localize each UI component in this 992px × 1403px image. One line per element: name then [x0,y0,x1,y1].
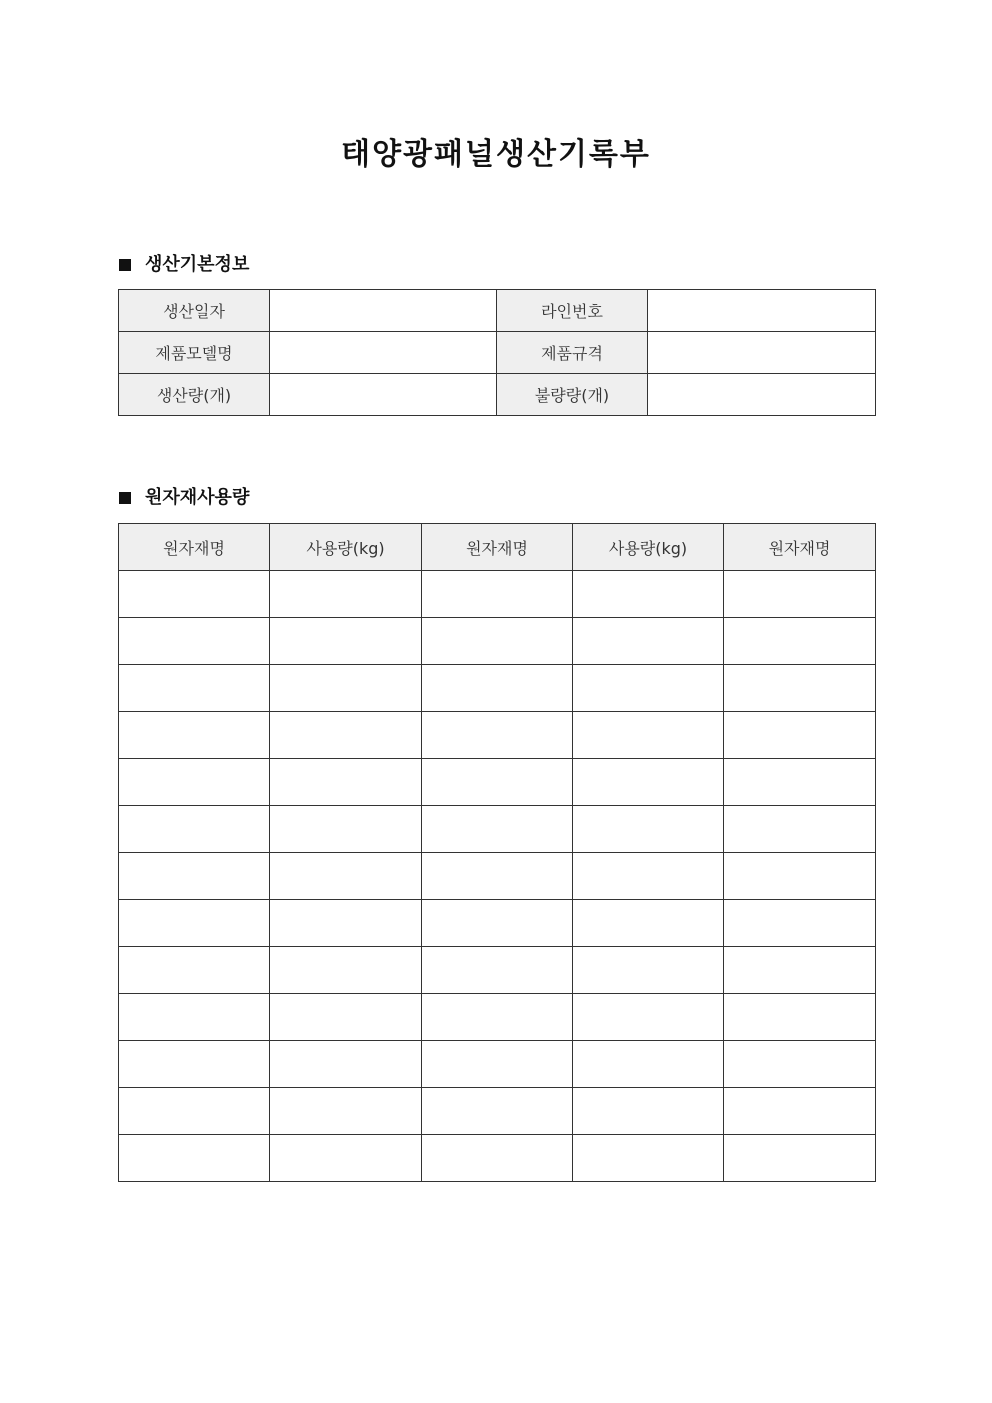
table-cell[interactable] [724,947,876,994]
field-value[interactable] [648,290,876,332]
table-cell[interactable] [119,1041,270,1088]
table-cell[interactable] [724,900,876,947]
table-cell[interactable] [119,900,270,947]
table-cell[interactable] [573,900,724,947]
table-cell[interactable] [573,712,724,759]
table-cell[interactable] [724,1041,876,1088]
table-row [119,571,876,618]
field-value[interactable] [648,374,876,416]
table-cell[interactable] [422,712,573,759]
table-cell[interactable] [573,947,724,994]
table-cell[interactable] [119,759,270,806]
page-title: 태양광패널생산기록부 [341,137,651,172]
table-cell[interactable] [724,853,876,900]
table-cell[interactable] [270,947,422,994]
field-value[interactable] [270,332,497,374]
table-cell[interactable] [422,618,573,665]
table-cell[interactable] [422,759,573,806]
square-bullet-icon [119,492,131,504]
table-cell[interactable] [724,665,876,712]
table-cell[interactable] [422,1088,573,1135]
field-label: 제품규격 [497,332,648,374]
square-bullet-icon [119,259,131,271]
table-cell[interactable] [422,806,573,853]
table-cell[interactable] [422,1041,573,1088]
field-label: 제품모델명 [119,332,270,374]
table-cell[interactable] [270,665,422,712]
table-cell[interactable] [573,853,724,900]
table-cell[interactable] [724,712,876,759]
table-cell[interactable] [573,759,724,806]
table-header-row [119,524,876,571]
table-cell[interactable] [119,947,270,994]
table-cell[interactable] [270,1088,422,1135]
section-heading-basic-info [119,253,249,277]
table-row [119,1088,876,1135]
column-header: 원자재명 [119,524,270,571]
table-cell[interactable] [724,1088,876,1135]
table-cell[interactable] [119,1135,270,1182]
table-row [119,712,876,759]
section-heading-label: 생산기본정보 [145,254,250,275]
column-header: 사용량(kg) [270,524,422,571]
table-row [119,1135,876,1182]
table-cell[interactable] [422,665,573,712]
section-heading-label: 원자재사용량 [145,487,250,508]
table-cell[interactable] [573,665,724,712]
material-usage-table [118,523,876,1182]
table-row [119,332,876,374]
table-row [119,618,876,665]
table-cell[interactable] [119,994,270,1041]
table-cell[interactable] [422,571,573,618]
table-cell[interactable] [724,806,876,853]
table-cell[interactable] [573,1135,724,1182]
field-label: 생산일자 [119,290,270,332]
table-row [119,900,876,947]
table-row [119,853,876,900]
table-cell[interactable] [573,618,724,665]
table-cell[interactable] [724,1135,876,1182]
table-cell[interactable] [724,618,876,665]
column-header: 사용량(kg) [573,524,724,571]
table-row [119,374,876,416]
table-cell[interactable] [270,759,422,806]
table-row [119,994,876,1041]
table-row [119,806,876,853]
table-cell[interactable] [270,571,422,618]
table-row [119,665,876,712]
table-cell[interactable] [422,994,573,1041]
table-cell[interactable] [270,853,422,900]
table-cell[interactable] [573,1041,724,1088]
field-value[interactable] [270,374,497,416]
field-value[interactable] [648,332,876,374]
field-label: 라인번호 [497,290,648,332]
table-cell[interactable] [573,806,724,853]
table-row [119,947,876,994]
table-cell[interactable] [724,571,876,618]
table-cell[interactable] [573,994,724,1041]
table-cell[interactable] [119,665,270,712]
table-cell[interactable] [270,618,422,665]
table-cell[interactable] [724,759,876,806]
table-cell[interactable] [270,806,422,853]
table-cell[interactable] [119,618,270,665]
table-cell[interactable] [270,1041,422,1088]
field-label: 불량량(개) [497,374,648,416]
field-value[interactable] [270,290,497,332]
table-cell[interactable] [119,712,270,759]
table-cell[interactable] [270,994,422,1041]
table-cell[interactable] [573,571,724,618]
field-label: 생산량(개) [119,374,270,416]
table-cell[interactable] [119,571,270,618]
column-header: 원자재명 [422,524,573,571]
table-cell[interactable] [724,994,876,1041]
table-cell[interactable] [422,900,573,947]
table-row [119,759,876,806]
table-row [119,290,876,332]
section-heading-material-usage [119,486,249,510]
table-cell[interactable] [270,900,422,947]
table-cell[interactable] [422,1135,573,1182]
table-cell[interactable] [270,712,422,759]
table-cell[interactable] [573,1088,724,1135]
table-cell[interactable] [422,853,573,900]
basic-info-table [118,289,876,416]
table-cell[interactable] [270,1135,422,1182]
column-header: 원자재명 [724,524,876,571]
table-cell[interactable] [422,947,573,994]
table-row [119,1041,876,1088]
table-cell[interactable] [119,806,270,853]
table-cell[interactable] [119,1088,270,1135]
table-cell[interactable] [119,853,270,900]
